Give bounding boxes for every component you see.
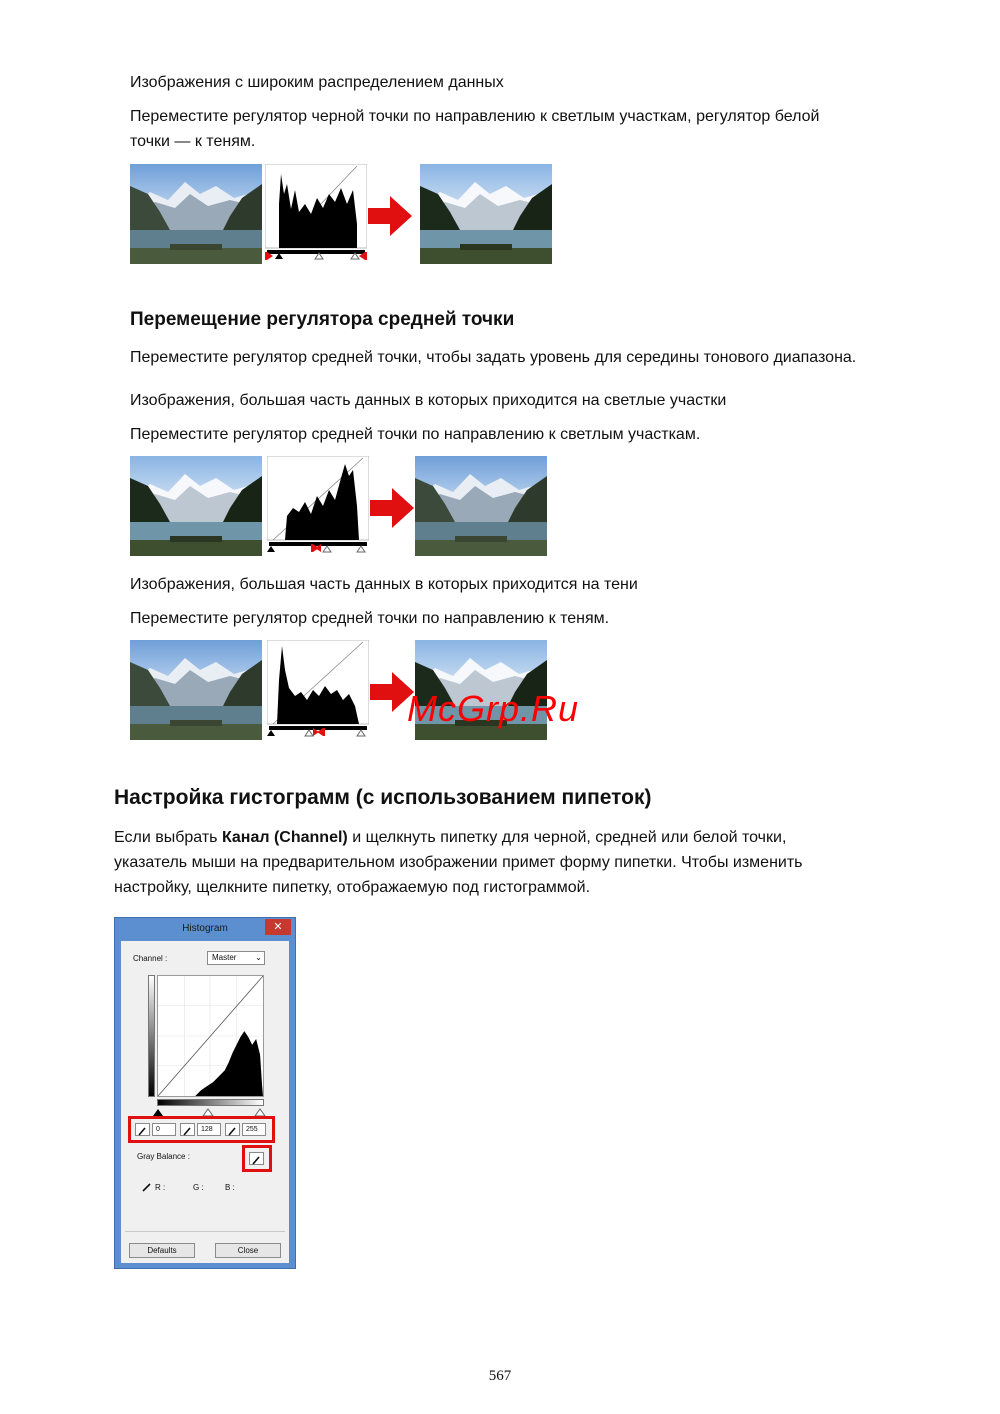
b-label: B : xyxy=(225,1183,235,1192)
mid-point-field[interactable]: 128 xyxy=(197,1123,221,1136)
text-after-bold: и щелкнуть пипетку для черной, средней или белой точки, xyxy=(347,829,787,846)
black-point-field[interactable]: 0 xyxy=(152,1123,176,1136)
photo-before xyxy=(130,640,262,740)
channel-term: Канал (Channel) xyxy=(221,829,348,846)
dialog-title: Histogram xyxy=(182,923,228,934)
page-number: 567 xyxy=(488,1368,512,1384)
photo-before xyxy=(130,164,262,264)
histogram-graph xyxy=(267,640,369,742)
action-wide-line1: Переместите регулятор черной точки по направлению к светлым участкам, регулятор белой xyxy=(130,108,820,125)
white-point-field[interactable]: 255 xyxy=(242,1123,266,1136)
gray-balance-label: Gray Balance : xyxy=(137,1152,190,1161)
action-wide-line2: точки — к теням. xyxy=(130,133,256,150)
case-light: Изображения, большая часть данных в которых приходится на светлые участки xyxy=(130,392,727,409)
midpoint-intro: Переместите регулятор средней точки, чтобы задать уровень для середины тонового диапазона. xyxy=(130,349,857,366)
histogram-graph xyxy=(265,164,367,266)
histogram-dialog xyxy=(114,917,296,1269)
right-arrow-icon xyxy=(368,196,412,236)
photo-after xyxy=(420,164,552,264)
action-dark: Переместите регулятор средней точки по направлению к теням. xyxy=(130,610,610,627)
heading-pipettes: Настройка гистограмм (с использованием пипеток) xyxy=(114,786,652,809)
channel-label: Channel : xyxy=(133,954,168,963)
action-light: Переместите регулятор средней точки по направлению к светлым участкам. xyxy=(130,426,701,443)
eyedropper-icon[interactable] xyxy=(249,1152,264,1165)
defaults-button[interactable]: Defaults xyxy=(129,1243,195,1258)
eyedropper-icon xyxy=(141,1181,153,1193)
r-label: R : xyxy=(155,1183,166,1192)
pipette-para-line3: настройку, щелкните пипетку, отображаемую под гистограммой. xyxy=(114,879,591,896)
histogram-graph xyxy=(157,975,264,1097)
figure-light xyxy=(130,456,560,558)
right-arrow-icon xyxy=(370,488,414,528)
heading-midpoint: Перемещение регулятора средней точки xyxy=(130,309,515,330)
case-wide-distribution: Изображения с широким распределением данных xyxy=(130,74,504,91)
channel-select[interactable] xyxy=(207,951,265,965)
input-gradient xyxy=(157,1099,264,1106)
text-before-bold: Если выбрать xyxy=(114,829,222,846)
output-gradient xyxy=(148,975,155,1097)
close-button[interactable]: Close xyxy=(215,1243,281,1258)
dialog-body xyxy=(121,941,289,1263)
photo-before xyxy=(130,456,262,556)
g-label: G : xyxy=(193,1183,204,1192)
divider xyxy=(125,1231,285,1232)
histogram-graph xyxy=(267,456,369,558)
figure-wide-distribution xyxy=(130,164,560,266)
photo-after xyxy=(415,456,547,556)
eyedropper-icon[interactable] xyxy=(135,1123,150,1136)
channel-value: Master xyxy=(212,953,237,962)
eyedropper-icon[interactable] xyxy=(180,1123,195,1136)
watermark: McGrp.Ru xyxy=(407,688,580,729)
case-dark: Изображения, большая часть данных в которых приходится на тени xyxy=(130,576,638,593)
pipette-para-line1 xyxy=(114,825,786,850)
pipette-para-line2: указатель мыши на предварительном изображении примет форму пипетки. Чтобы изменить xyxy=(114,854,803,871)
eyedropper-icon[interactable] xyxy=(225,1123,240,1136)
close-icon[interactable]: ✕ xyxy=(265,919,291,935)
chevron-down-icon: ⌄ xyxy=(255,953,262,962)
